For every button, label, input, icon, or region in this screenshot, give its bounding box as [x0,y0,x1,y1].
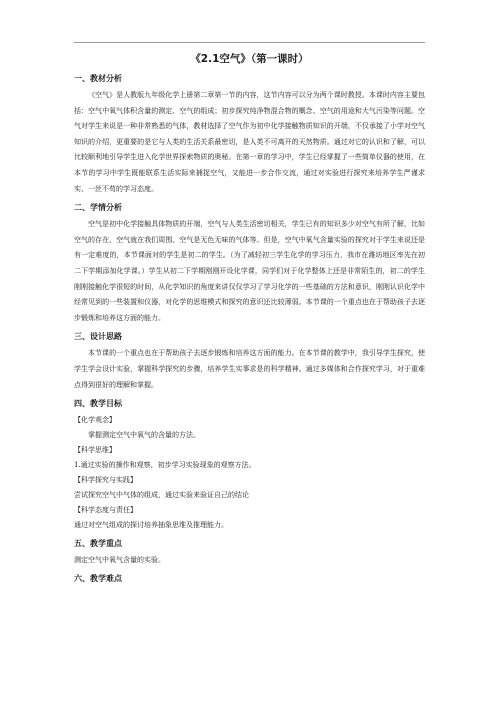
goal-label: 【科学态度与责任】 [74,506,137,515]
goal-label: 【科学思维】 [74,446,116,455]
section-paragraph: 空气是初中化学接触具体物质的开端，空气与人类生活密切相关，学生已有的知识多少对空气有所了解，比如空气的存在、空气就在我们周围、空气是无色无味的气体等。但是，空气中氧气含量实验的探究对于学生来说还是有一定难度的，本节课面对的学生是初二的学生。（为了减轻初三学生化学的学习压力，我市在潍坊地区率先在初二下学期添加化学课。）学生从初二下学期刚刚开设化学课，同学们对于化学整体上还是非常陌生的，初二的学生刚刚接触化学很短的时间，从化学知识的角度来讲仅仅学习了学习化学的一些基础的方法和意识，刚刚认识化学中经常见到的一些装置和仪器，对化学的思维模式和探究的意识还比较薄弱。本节课的一个重点也在于帮助孩子去逐步锻炼和培养这方面的能力。 [74,220,425,322]
section-key-points [74,537,425,568]
section-heading: 四、教学目标 [74,399,122,409]
header-rule [74,42,425,43]
section-heading: 六、教学难点 [74,574,122,584]
section-teaching-goals [74,397,425,533]
section-textbook-analysis [74,72,425,197]
goal-text: 尝试探究空气中气体的组成，通过实验来验证自己的结论 [74,491,249,500]
goal-label: 【科学探究与实践】 [74,476,137,485]
section-heading: 一、教材分析 [74,74,122,83]
section-paragraph: 本节课的一个重点也在于帮助孩子去逐步锻炼和培养这方面的能力。在本节课的教学中，我引导学生探究，使学生学会设计实验，掌握科学探究的步骤，培养学生实事求是的科学精神。通过多媒体和合作探究学习，对于重难点得到很好的理解和掌握。 [74,349,425,389]
document-body [74,50,425,588]
document-title: 《2.1空气》（第一课时） [190,53,309,65]
section-design-idea [74,330,425,393]
goal-text: 掌握测定空气中氧气的含量的方法。 [88,431,200,440]
section-heading: 五、教学重点 [74,539,122,549]
goal-label: 【化学观念】 [74,416,116,425]
goal-text: 通过对空气组成的探讨培养抽象思维及推理能力。 [74,521,228,530]
section-paragraph: 测定空气中氧气含量的实验。 [74,556,165,565]
section-heading: 二、学情分析 [74,203,122,213]
goal-text: 1.通过实验的操作和观察，初步学习实验现象的观察方法。 [74,461,256,470]
section-student-analysis [74,201,425,326]
section-paragraph: 《空气》是人教版九年级化学上册第二章第一节的内容，这节内容可以分为两个课时教授。本课时内容主要包括：空气中氧气体积含量的测定、空气的组成；初步探究纯净物混合物的概念、空气的用途和大气污染等问题。空气对学生来说是一种非常熟悉的气体，教材选择了空气作为初中化学接触物质知识的开端，不仅承接了小学对空气知识的介绍，更重要的是它与人类的生活关系最密切，是人类不可离开的天然物质。通过对它的认识和了解，可以比较顺利地引导学生进入化学世界探索物质的奥秘。在第一章的学习中，学生已经掌握了一些简单仪器的使用，在本节的学习中学生既能联系生活实际来捕捉空气，又能进一步合作交流，通过对实验进行探究来培养学生严谨求实、一丝不苟的学习态度。 [74,91,425,193]
section-difficult-points [74,572,425,586]
section-heading: 三、设计思路 [74,332,122,342]
